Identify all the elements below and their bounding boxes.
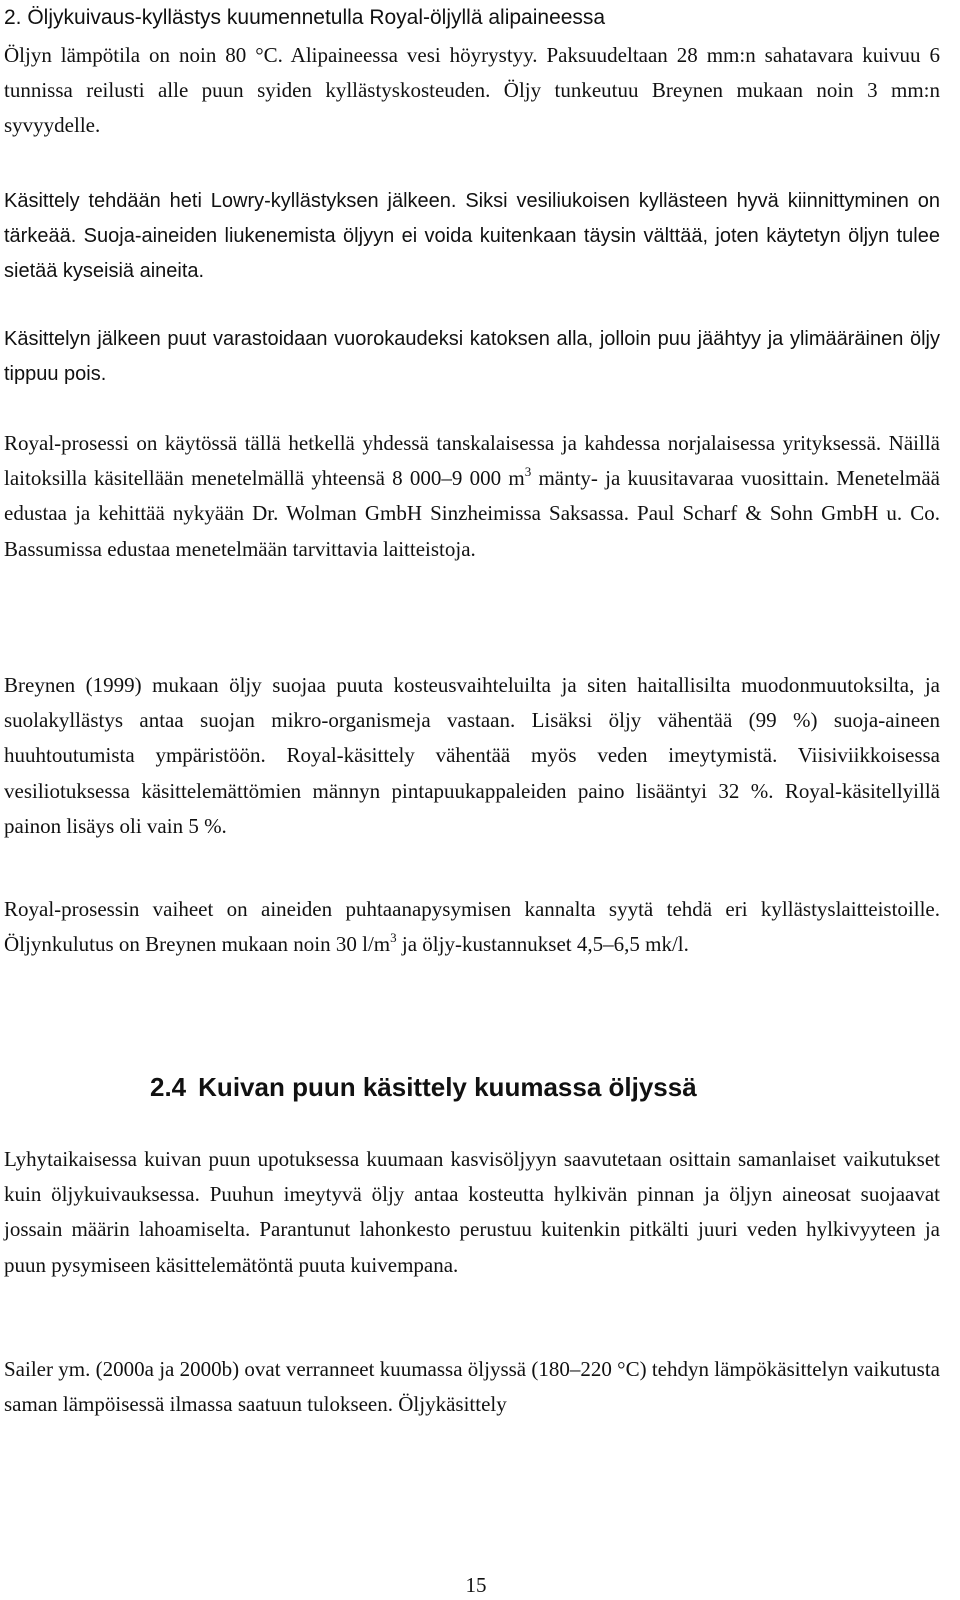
paragraph-process-phases	[4, 892, 940, 962]
superscript-cubic: 3	[390, 930, 397, 946]
paragraph-royal-process-usage-part1: Royal-prosessi on käytössä tällä hetkellä yhdessä tanskalaisessa ja kahdessa norjalaisessa yrityksessä. Näillä laitoksilla käsitellään menetelmällä yhteensä 8 000–9 000 m	[4, 431, 940, 491]
subsection-number: 2.4	[150, 1072, 187, 1102]
paragraph-royal-process-usage	[4, 426, 940, 567]
document-page	[4, 0, 940, 1600]
paragraph-storage: Käsittelyn jälkeen puut varastoidaan vuorokaudeksi katoksen alla, jolloin puu jäähtyy ja ylimääräinen öljy tippuu pois.	[4, 328, 940, 386]
section-heading: 2. Öljykuivaus-kyllästys kuumennetulla Royal-öljyllä alipaineessa	[4, 6, 606, 29]
page-number: 15	[465, 1573, 487, 1597]
subsection-title: Kuivan puun käsittely kuumassa öljyssä	[198, 1072, 697, 1102]
paragraph-hot-oil-immersion: Lyhytaikaisessa kuivan puun upotuksessa kuumaan kasvisöljyyn saavutetaan osittain samanlaiset vaikutukset kuin öljykuivauksessa. Puuhun imeytyvä öljy antaa kosteutta hylkivän pinnan ja öljyn aineosat suojaavat jossain määrin lahoamiselta. Parantunut lahonkesto perustuu kuitenkin pitkälti juuri veden hylkivyyteen ja puun pysymiseen käsittelemätöntä puuta kuivempana.	[4, 1147, 940, 1277]
paragraph-royal-process-usage-part2: mänty- ja kuusitavaraa vuosittain. Menetelmää edustaa ja kehittää nykyään Dr. Wolman GmbH Sinzheimissa Saksassa. Paul Scharf & Sohn GmbH u. Co. Bassumissa edustaa menetelmään tarvittavia laitteistoja.	[4, 466, 941, 561]
paragraph-sailer: Sailer ym. (2000a ja 2000b) ovat verranneet kuumassa öljyssä (180–220 °C) tehdyn lämpökäsittelyn vaikutusta saman lämpöisessä ilmassa saatuun tulokseen. Öljykäsittely	[4, 1357, 940, 1417]
paragraph-breyne-1999: Breynen (1999) mukaan öljy suojaa puuta kosteusvaihteluilta ja siten haitallisilta muodonmuutoksilta, ja suolakyllästys antaa suojan mikro-organismeja vastaan. Lisäksi öljy vähentää (99 %) suoja-aineen huuhtoutumista ympäristöön. Royal-käsittely vähentää myös veden imeytymistä. Viisiviikkoisessa vesiliotuksessa käsittelemättömien männyn pintapuukappaleiden paino lisääntyi 32 %. Royal-käsitellyillä painon lisäys oli vain 5 %.	[4, 673, 940, 838]
paragraph-process-phases-part1: Royal-prosessin vaiheet on aineiden puhtaanapysymisen kannalta syytä tehdä eri kyllästyslaitteistoille. Öljynkulutus on Breynen mukaan noin 30 l/m	[4, 897, 940, 957]
subsection-heading	[150, 1070, 697, 1104]
paragraph-oil-temperature: Öljyn lämpötila on noin 80 °C. Alipaineessa vesi höyrystyy. Paksuudeltaan 28 mm:n sahatavara kuivuu 6 tunnissa reilusti alle puun syiden kyllästyskosteuden. Öljy tunkeutuu Breynen mukaan noin 3 mm:n syvyydelle.	[4, 43, 940, 138]
superscript-cubic: 3	[524, 464, 532, 480]
paragraph-lowry-treatment: Käsittely tehdään heti Lowry-kyllästyksen jälkeen. Siksi vesiliukoisen kyllästeen hyvä kiinnittyminen on tärkeää. Suoja-aineiden liukenemista öljyyn ei voida kuitenkaan täysin välttää, joten käytetyn öljyn tulee sietää kyseisiä aineita.	[4, 190, 940, 283]
paragraph-process-phases-part2: ja öljy-kustannukset 4,5–6,5 mk/l.	[396, 932, 689, 957]
